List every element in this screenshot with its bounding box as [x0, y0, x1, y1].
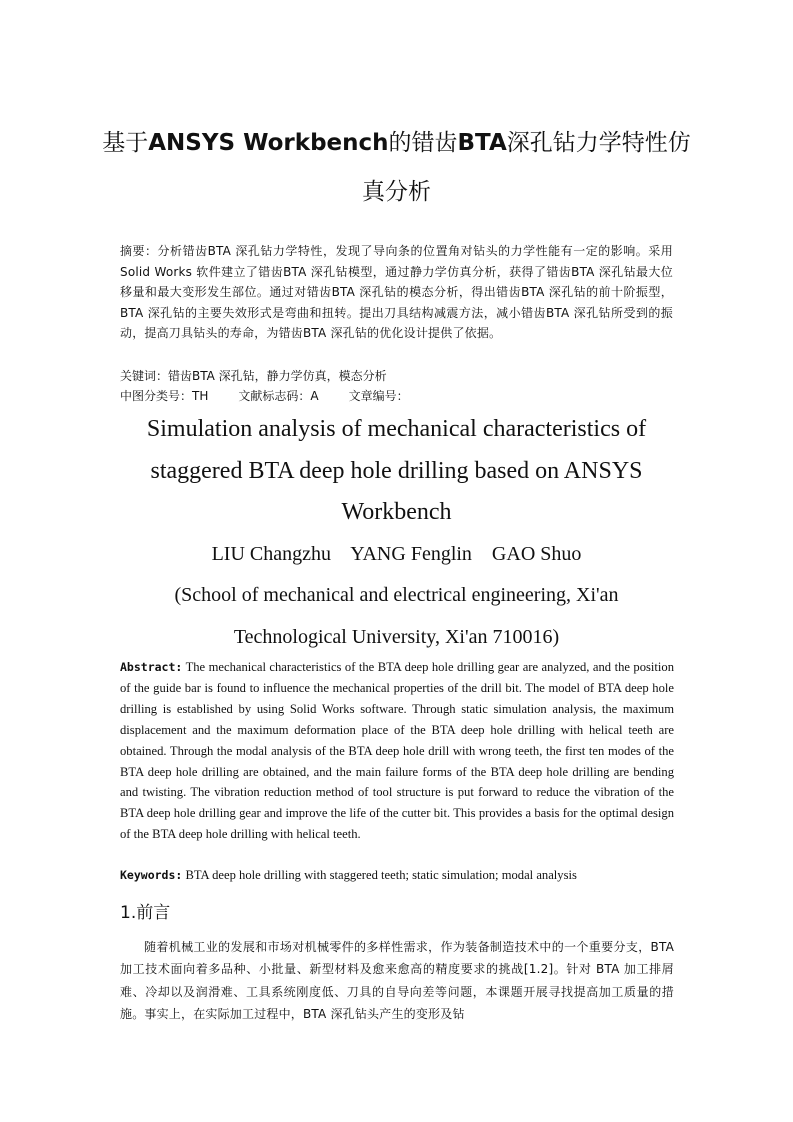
- title-cn-latin-segment: ANSYS Workbench: [148, 130, 389, 156]
- introduction-paragraph: 随着机械工业的发展和市场对机械零件的多样性需求，作为装备制造技术中的一个重要分支，BTA 加工技术面向着多品种、小批量、新型材料及愈来愈高的精度要求的挑战[1.2]。针对 BTA 加工排屑难、冷却以及润滑难、工具系统刚度低、刀具的自导向差等问题，本课题开展寻找提高加工质量的措施。事实上，在实际加工过程中，BTA 深孔钻头产生的变形及钻: [120, 940, 674, 1022]
- document-code: 文献标志码：A: [238, 389, 319, 403]
- chinese-title-line-1: [100, 128, 693, 158]
- english-abstract: [120, 657, 674, 845]
- article-number: 文章编号：: [348, 389, 409, 403]
- affiliation-line-2: Technological University, Xi'an 710016): [233, 626, 560, 648]
- abstract-label: Abstract:: [120, 660, 183, 674]
- keywords-text: BTA deep hole drilling with staggered teeth; static simulation; modal analysis: [185, 868, 577, 882]
- title-cn-segment: 深孔钻力学特性仿: [506, 130, 691, 156]
- chinese-title-line-2: 真分析: [362, 179, 431, 205]
- clc-number: 中图分类号：TH: [120, 389, 209, 403]
- chinese-keywords: 关键词：错齿BTA 深孔钻，静力学仿真，模态分析: [120, 369, 387, 383]
- keywords-label: Keywords:: [120, 868, 183, 882]
- section-heading-introduction: 1.前言: [120, 903, 171, 923]
- english-title-line-2: staggered BTA deep hole drilling based on ANSYS: [150, 458, 643, 484]
- english-title-line-3: Workbench: [341, 499, 452, 525]
- english-keywords: [120, 865, 674, 885]
- authors: LIU Changzhu YANG Fenglin GAO Shuo: [211, 543, 582, 565]
- chinese-abstract: 摘要：分析错齿BTA 深孔钻力学特性，发现了导向条的位置角对钻头的力学性能有一定的影响。采用Solid Works 软件建立了错齿BTA 深孔钻模型，通过静力学仿真分析，获得了错齿BTA 深孔钻最大位移量和最大变形发生部位。通过对错齿BTA 深孔钻的模态分析，得出错齿BTA 深孔钻的前十阶振型，BTA 深孔钻的主要失效形式是弯曲和扭转。提出刀具结构减震方法，减小错齿BTA 深孔钻所受到的振动，提高刀具钻头的寿命，为错齿BTA 深孔钻的优化设计提供了依据。: [120, 244, 673, 340]
- title-cn-latin-segment: BTA: [457, 130, 507, 156]
- abstract-text: The mechanical characteristics of the BTA deep hole drilling gear are analyzed, and the position of the guide bar is found to influence the mechanical properties of the drill bit. The model of BTA deep hole drilling is established by using Solid Works software. Through static simulation analysis, the maximum displacement and the maximum deformation place of the BTA deep hole drilling with helical teeth are obtained. Through the modal analysis of the BTA deep hole drill with wrong teeth, the first ten modes of the BTA deep hole drilling are obtained, and the main failure forms of the BTA deep hole drilling are bending and twisting. The vibration reduction method of tool structure is put forward to reduce the vibration of the BTA deep hole drilling gear and improve the life of the cutter bit. This provides a basis for the optimal design of the BTA deep hole drilling with helical teeth.: [120, 660, 674, 842]
- affiliation-line-1: (School of mechanical and electrical engineering, Xi'an: [174, 584, 619, 606]
- title-cn-segment: 基于: [102, 130, 149, 156]
- classification-line: [120, 387, 409, 405]
- english-title-line-1: Simulation analysis of mechanical characteristics of: [146, 416, 647, 442]
- title-cn-segment: 的错齿: [388, 130, 458, 156]
